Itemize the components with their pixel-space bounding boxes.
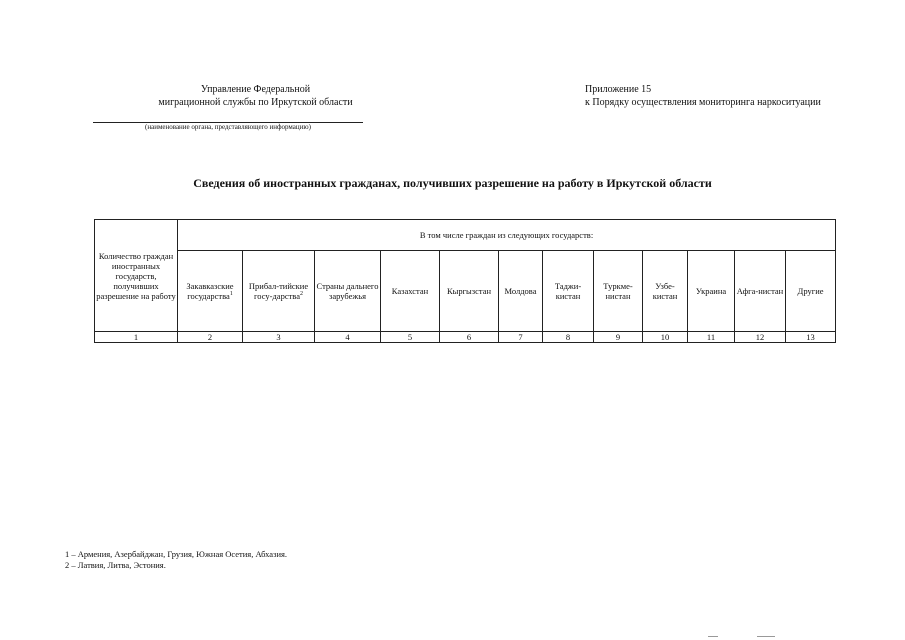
column-number-1: 1 bbox=[95, 332, 178, 343]
column-number-11: 11 bbox=[688, 332, 735, 343]
column-header-5 bbox=[381, 251, 440, 332]
appendix-reference bbox=[585, 83, 885, 109]
column-number-9: 9 bbox=[594, 332, 643, 343]
column-header-label: Другие bbox=[797, 286, 824, 296]
column-header-label: Афга-нистан bbox=[736, 286, 784, 296]
footnote-2: 2 – Латвия, Литва, Эстония. bbox=[65, 560, 166, 570]
column-header-11 bbox=[688, 251, 735, 332]
column-header-label: Узбе-кистан bbox=[652, 281, 678, 301]
column-header-label: Кыргызстан bbox=[446, 286, 492, 296]
column-header-3 bbox=[243, 251, 315, 332]
footnote-marker: 1 bbox=[229, 291, 233, 298]
column-header-label: Страны дальнего зарубежья bbox=[316, 281, 379, 301]
column-header-label: Туркме-нистан bbox=[603, 281, 633, 301]
column-header-label: Таджи-кистан bbox=[554, 281, 582, 301]
column-header-7 bbox=[499, 251, 543, 332]
organization-caption: (наименование органа, представляющего информацию) bbox=[145, 123, 311, 131]
column-number-13: 13 bbox=[786, 332, 836, 343]
organization-line-2: миграционной службы по Иркутской области bbox=[158, 97, 353, 108]
column-number-8: 8 bbox=[543, 332, 594, 343]
column-header-9 bbox=[594, 251, 643, 332]
column-header-4 bbox=[315, 251, 381, 332]
column-header-label: Казахстан bbox=[391, 286, 429, 296]
column-header-label: Закавказские государства bbox=[186, 281, 234, 301]
column-header-12 bbox=[735, 251, 786, 332]
column-header-6 bbox=[440, 251, 499, 332]
scan-mark bbox=[708, 636, 718, 637]
appendix-line-1: Приложение 15 bbox=[585, 84, 652, 95]
column-number-12: 12 bbox=[735, 332, 786, 343]
column-number-6: 6 bbox=[440, 332, 499, 343]
column-number-5: 5 bbox=[381, 332, 440, 343]
column-number-10: 10 bbox=[643, 332, 688, 343]
column-header-13 bbox=[786, 251, 836, 332]
column-header-10 bbox=[643, 251, 688, 332]
column-number-2: 2 bbox=[178, 332, 243, 343]
footnote-1: 1 – Армения, Азербайджан, Грузия, Южная Осетия, Абхазия. bbox=[65, 549, 288, 559]
organization-name bbox=[148, 83, 363, 109]
header-cell-countries-group: В том числе граждан из следующих государств: bbox=[178, 220, 836, 251]
column-header-label: Молдова bbox=[504, 286, 537, 296]
column-number-3: 3 bbox=[243, 332, 315, 343]
column-header-label: Прибал-тийские госу-дарства bbox=[248, 281, 309, 301]
organization-line-1: Управление Федеральной bbox=[200, 84, 311, 95]
header-cell-total-count: Количество граждан иностранных государств, получивших разрешение на работу bbox=[95, 220, 178, 332]
column-header-label: Украина bbox=[695, 286, 727, 296]
document-title: Сведения об иностранных гражданах, получивших разрешение на работу в Иркутской области bbox=[193, 176, 712, 190]
statistics-table bbox=[94, 219, 836, 343]
scan-mark bbox=[757, 636, 775, 637]
column-number-4: 4 bbox=[315, 332, 381, 343]
footnote-marker: 2 bbox=[300, 291, 303, 298]
column-header-2 bbox=[178, 251, 243, 332]
appendix-line-2: к Порядку осуществления мониторинга наркоситуации bbox=[585, 97, 821, 108]
column-number-7: 7 bbox=[499, 332, 543, 343]
column-header-8 bbox=[543, 251, 594, 332]
